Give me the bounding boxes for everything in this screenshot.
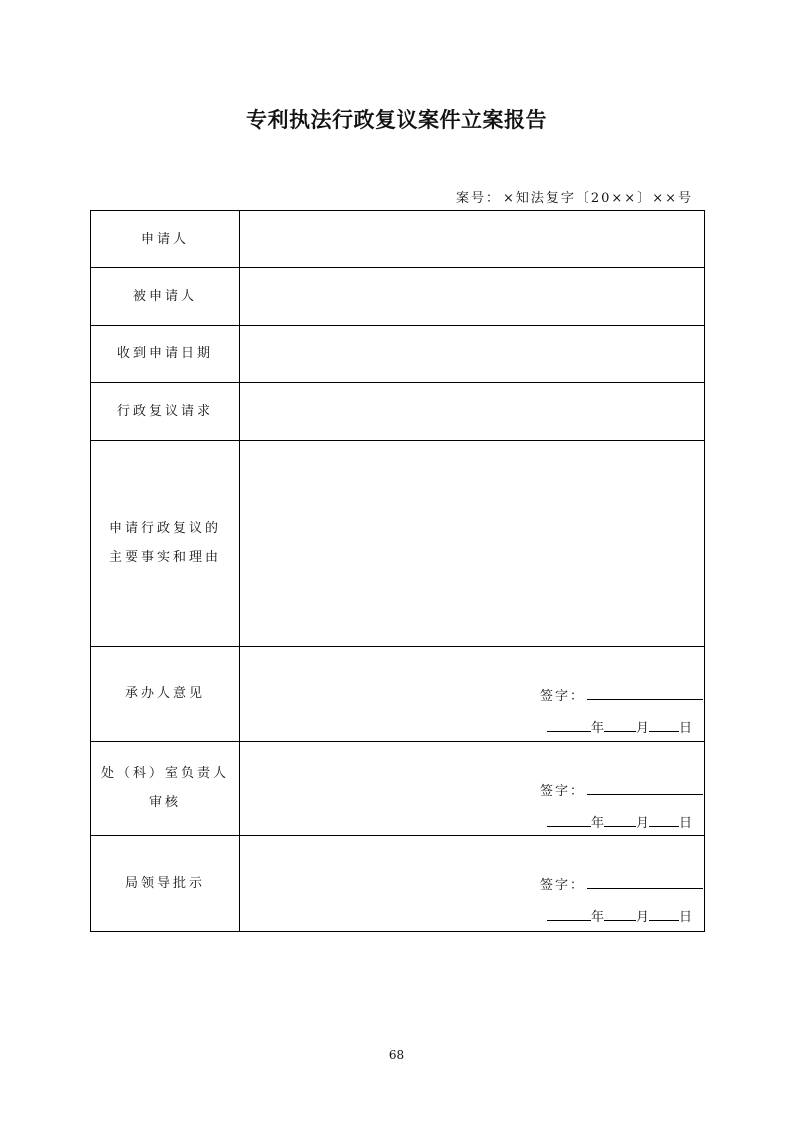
row-respondent <box>91 268 705 325</box>
section-head-signature <box>540 780 703 799</box>
row-bureau-leader-approval <box>91 836 705 932</box>
page-number: 68 <box>388 1048 405 1062</box>
year-blank[interactable] <box>547 717 591 732</box>
year-label: 年 <box>591 720 605 736</box>
signature-label: 签字： <box>540 878 586 894</box>
handler-date <box>547 717 692 736</box>
month-label: 月 <box>636 720 650 736</box>
section-head-review-label-line-2: 审核 <box>148 795 181 811</box>
report-form-table <box>90 210 705 932</box>
review-request-field[interactable] <box>240 383 705 440</box>
year-label: 年 <box>591 815 605 831</box>
respondent-label: 被申请人 <box>91 268 240 325</box>
bureau-leader-date <box>547 906 692 925</box>
handler-signature <box>540 685 703 704</box>
received-date-field[interactable] <box>240 325 705 382</box>
year-blank[interactable] <box>547 906 591 921</box>
row-section-head-review <box>91 741 705 836</box>
bureau-leader-approval-field[interactable] <box>240 836 705 932</box>
signature-blank[interactable] <box>587 685 703 700</box>
respondent-field[interactable] <box>240 268 705 325</box>
month-blank[interactable] <box>604 906 636 921</box>
facts-reasons-label-line-1: 申请行政复议的 <box>108 521 221 537</box>
month-blank[interactable] <box>604 812 636 827</box>
row-handler-opinion <box>91 646 705 741</box>
case-number-label: 案号： <box>455 191 501 206</box>
bureau-leader-signature <box>540 874 703 893</box>
year-label: 年 <box>591 910 605 926</box>
signature-blank[interactable] <box>587 780 703 795</box>
day-label: 日 <box>679 815 693 831</box>
signature-label: 签字： <box>540 688 586 704</box>
review-request-label: 行政复议请求 <box>91 383 240 440</box>
day-label: 日 <box>679 720 693 736</box>
section-head-review-label <box>91 741 240 836</box>
facts-reasons-label <box>91 440 240 646</box>
received-date-label: 收到申请日期 <box>91 325 240 382</box>
case-number-value: ×知法复字〔20××〕××号 <box>502 191 693 206</box>
facts-reasons-field[interactable] <box>240 440 705 646</box>
facts-reasons-label-line-2: 主要事实和理由 <box>108 550 221 566</box>
row-received-date <box>91 325 705 382</box>
applicant-field[interactable] <box>240 211 705 268</box>
page-title: 专利执法行政复议案件立案报告 <box>246 108 547 132</box>
day-blank[interactable] <box>649 906 679 921</box>
signature-blank[interactable] <box>587 874 703 889</box>
row-review-request <box>91 383 705 440</box>
row-applicant <box>91 211 705 268</box>
signature-label: 签字： <box>540 783 586 799</box>
section-head-review-label-line-1: 处（科）室负责人 <box>100 766 229 782</box>
case-number <box>380 187 693 206</box>
handler-opinion-label: 承办人意见 <box>91 646 240 741</box>
day-label: 日 <box>679 910 693 926</box>
applicant-label: 申请人 <box>91 211 240 268</box>
section-head-date <box>547 812 692 831</box>
month-blank[interactable] <box>604 717 636 732</box>
row-facts-reasons <box>91 440 705 646</box>
month-label: 月 <box>636 815 650 831</box>
year-blank[interactable] <box>547 812 591 827</box>
month-label: 月 <box>636 910 650 926</box>
day-blank[interactable] <box>649 717 679 732</box>
bureau-leader-approval-label: 局领导批示 <box>91 836 240 932</box>
day-blank[interactable] <box>649 812 679 827</box>
handler-opinion-field[interactable] <box>240 646 705 741</box>
section-head-review-field[interactable] <box>240 741 705 836</box>
